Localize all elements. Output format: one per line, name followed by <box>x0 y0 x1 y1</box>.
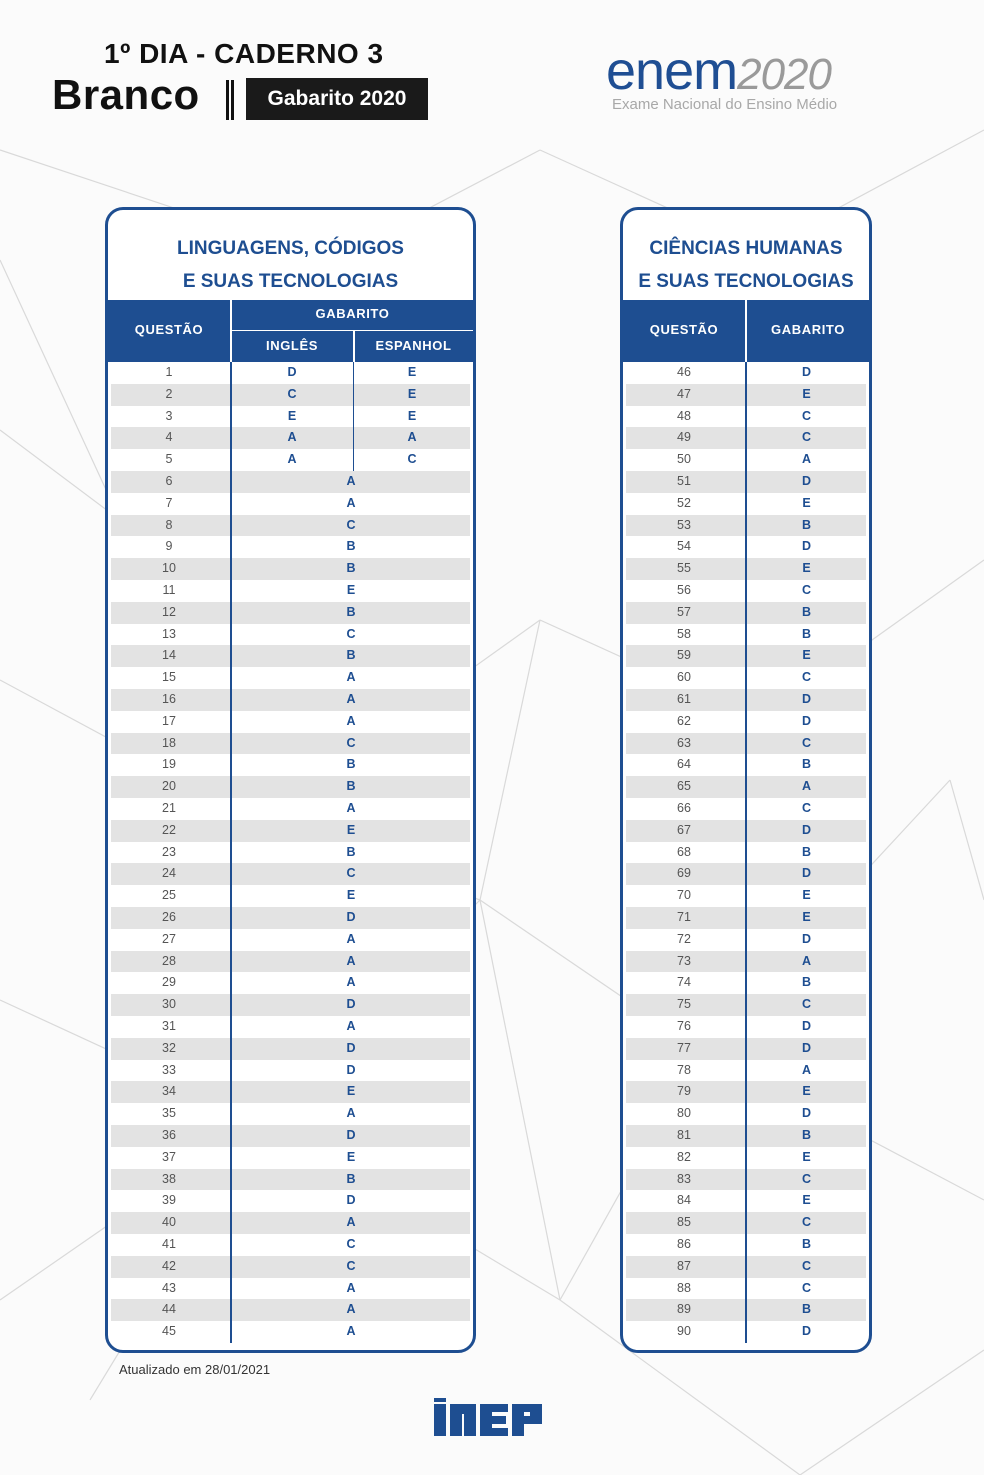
answer: C <box>801 430 812 445</box>
answer: D <box>801 1324 812 1339</box>
question-number: 2 <box>165 386 173 401</box>
question-number: 87 <box>677 1258 691 1273</box>
answer: C <box>801 1280 812 1295</box>
question-number: 82 <box>677 1149 691 1164</box>
question-number: 67 <box>677 822 691 837</box>
answer: A <box>801 452 812 467</box>
answer: B <box>346 779 356 794</box>
answer: A <box>801 779 812 794</box>
table-row <box>111 885 470 907</box>
col-gabarito: GABARITO <box>315 306 390 321</box>
table-row <box>111 1081 470 1103</box>
question-number: 12 <box>162 604 176 619</box>
table-row <box>111 406 470 428</box>
answer: E <box>802 888 811 903</box>
table-row <box>111 689 470 711</box>
answer: A <box>346 1106 356 1121</box>
question-number: 60 <box>677 670 691 685</box>
question-number: 68 <box>677 844 691 859</box>
answer: E <box>802 1084 811 1099</box>
table-row <box>111 362 470 384</box>
table-row <box>111 1147 470 1169</box>
question-number: 52 <box>677 495 691 510</box>
table-row <box>111 1169 470 1191</box>
answer: D <box>801 713 812 728</box>
answer-ingles: A <box>287 452 297 467</box>
answer: D <box>346 997 356 1012</box>
answer: B <box>801 975 812 990</box>
question-number: 85 <box>677 1215 691 1230</box>
question-number: 45 <box>162 1324 176 1339</box>
question-number: 6 <box>165 474 173 488</box>
question-number: 53 <box>677 517 691 532</box>
answer: C <box>346 866 356 881</box>
answer: C <box>346 626 356 641</box>
answer: D <box>346 1040 356 1055</box>
answer-ingles: E <box>287 408 297 423</box>
answer: A <box>346 1215 356 1230</box>
answer: E <box>802 910 811 924</box>
table-row <box>111 667 470 689</box>
answer: B <box>801 1302 812 1317</box>
table-row <box>111 558 470 580</box>
answer: C <box>346 517 356 532</box>
answer: E <box>802 1193 811 1208</box>
question-number: 48 <box>677 408 691 423</box>
table-row <box>111 951 470 973</box>
answer: D <box>801 1019 812 1033</box>
answer: C <box>801 1215 812 1230</box>
booklet-color: Branco <box>52 71 200 118</box>
question-number: 13 <box>162 626 176 641</box>
table-row <box>111 1038 470 1060</box>
answer: E <box>346 1084 356 1099</box>
answer: E <box>802 648 811 663</box>
question-number: 51 <box>677 474 691 488</box>
answer: A <box>346 975 356 990</box>
answer: A <box>346 713 356 728</box>
table-row <box>111 1278 470 1300</box>
question-number: 14 <box>162 648 176 663</box>
question-number: 41 <box>162 1237 176 1251</box>
question-number: 84 <box>677 1193 691 1208</box>
answer: C <box>346 735 356 750</box>
table-row <box>111 1234 470 1256</box>
table-row <box>111 972 470 994</box>
answer: B <box>801 604 812 619</box>
question-number: 66 <box>677 801 691 815</box>
col-ingles: INGLÊS <box>266 338 318 353</box>
answer: D <box>801 822 812 837</box>
linguagens-table <box>105 207 476 1353</box>
answer: A <box>346 495 356 510</box>
question-number: 5 <box>165 452 173 467</box>
answer: A <box>346 1019 356 1033</box>
table-row <box>111 842 470 864</box>
answer: E <box>346 888 356 903</box>
table-row <box>111 602 470 624</box>
question-number: 40 <box>162 1215 176 1230</box>
table-row <box>111 580 470 602</box>
answer: A <box>346 670 356 685</box>
question-number: 37 <box>162 1149 176 1164</box>
answer: A <box>801 953 812 968</box>
answer: E <box>802 561 811 576</box>
answer: C <box>801 997 812 1012</box>
table-row <box>111 733 470 755</box>
question-number: 46 <box>677 365 691 379</box>
answer: D <box>346 1193 356 1208</box>
table-row <box>111 1016 470 1038</box>
question-number: 35 <box>162 1106 176 1121</box>
linguagens-title-line2: E SUAS TECNOLOGIAS <box>182 271 399 292</box>
question-number: 3 <box>165 408 173 423</box>
table-row <box>111 427 470 449</box>
question-number: 75 <box>677 997 691 1012</box>
table-row <box>111 471 470 493</box>
question-number: 42 <box>162 1258 176 1273</box>
question-number: 77 <box>677 1040 691 1055</box>
question-number: 26 <box>162 910 176 924</box>
answer: C <box>801 1171 812 1186</box>
answer: B <box>346 757 356 772</box>
answer: B <box>346 1171 356 1186</box>
question-number: 56 <box>677 583 691 597</box>
answer: E <box>346 583 356 597</box>
question-number: 74 <box>677 975 691 990</box>
question-number: 32 <box>162 1040 176 1055</box>
answer: E <box>346 822 356 837</box>
question-number: 50 <box>677 452 691 467</box>
question-number: 4 <box>165 430 173 445</box>
answer-espanhol: E <box>407 386 417 401</box>
answer: C <box>801 408 812 423</box>
barcode-bars <box>226 80 240 120</box>
answer: D <box>801 1040 812 1055</box>
answer: A <box>346 1302 356 1317</box>
answer: A <box>801 1062 812 1077</box>
answer: C <box>346 1237 356 1251</box>
table-row <box>111 1212 470 1234</box>
answer: B <box>801 1128 812 1142</box>
table-row <box>111 1299 470 1321</box>
question-number: 72 <box>677 931 691 946</box>
linguagens-header <box>108 300 473 362</box>
col-gabarito: GABARITO <box>771 322 845 337</box>
question-number: 31 <box>162 1019 176 1033</box>
answer: A <box>346 1324 356 1339</box>
question-number: 21 <box>162 801 176 815</box>
answer: A <box>346 931 356 946</box>
question-number: 30 <box>162 997 176 1012</box>
question-number: 27 <box>162 931 176 946</box>
question-number: 80 <box>677 1106 691 1121</box>
table-row <box>111 645 470 667</box>
answer-espanhol: E <box>407 408 417 423</box>
question-number: 34 <box>162 1084 176 1099</box>
question-number: 83 <box>677 1171 691 1186</box>
table-row <box>111 798 470 820</box>
answer: B <box>346 844 356 859</box>
question-number: 29 <box>162 975 176 990</box>
question-number: 36 <box>162 1128 176 1142</box>
question-number: 57 <box>677 604 691 619</box>
question-number: 22 <box>162 822 176 837</box>
question-number: 61 <box>677 692 691 706</box>
question-number: 64 <box>677 757 691 772</box>
question-number: 44 <box>162 1302 176 1317</box>
column-divider <box>745 362 747 1343</box>
question-number: 8 <box>165 517 173 532</box>
answer: D <box>801 365 812 379</box>
gabarito-badge: Gabarito 2020 <box>246 78 428 120</box>
question-number: 62 <box>677 713 691 728</box>
table-row <box>111 1190 470 1212</box>
table-row <box>111 384 470 406</box>
question-number: 17 <box>162 713 176 728</box>
humanas-title-line2: E SUAS TECNOLOGIAS <box>638 271 854 292</box>
answer: D <box>801 474 812 488</box>
question-number: 7 <box>165 495 173 510</box>
question-number: 39 <box>162 1193 176 1208</box>
answer-espanhol: E <box>407 365 417 379</box>
question-number: 24 <box>162 866 176 881</box>
question-number: 81 <box>677 1128 691 1142</box>
answer: A <box>346 474 356 488</box>
table-row <box>111 1060 470 1082</box>
svg-text:INEP: INEP <box>490 1424 493 1425</box>
table-row <box>111 863 470 885</box>
humanas-table <box>620 207 872 1353</box>
logo-subtitle: Exame Nacional do Ensino Médio <box>612 96 838 113</box>
question-number: 19 <box>162 757 176 772</box>
answer: D <box>801 539 812 554</box>
question-number: 55 <box>677 561 691 576</box>
table-row <box>111 907 470 929</box>
table-row <box>111 449 470 471</box>
answer: B <box>801 1237 812 1251</box>
question-number: 49 <box>677 430 691 445</box>
table-row <box>111 515 470 537</box>
day-booklet-label: 1º DIA - CADERNO 3 <box>104 38 384 69</box>
question-number: 33 <box>162 1062 176 1077</box>
table-row <box>111 820 470 842</box>
table-row <box>111 1103 470 1125</box>
question-number: 10 <box>162 561 176 576</box>
question-number: 54 <box>677 539 691 554</box>
col-espanhol: ESPANHOL <box>375 338 452 353</box>
answer: C <box>801 670 812 685</box>
answer: C <box>346 1258 356 1273</box>
table-row <box>111 1256 470 1278</box>
answer: D <box>346 910 356 924</box>
col-questao: QUESTÃO <box>134 322 204 337</box>
answer: B <box>346 648 356 663</box>
table-row <box>111 754 470 776</box>
table-row <box>111 776 470 798</box>
answer: C <box>801 801 812 815</box>
linguagens-title-line1: LINGUAGENS, CÓDIGOS <box>177 238 404 259</box>
question-number: 23 <box>162 844 176 859</box>
question-number: 58 <box>677 626 691 641</box>
question-number: 90 <box>677 1324 691 1339</box>
answer: D <box>801 1106 812 1121</box>
table-row <box>111 624 470 646</box>
answer-espanhol: C <box>407 452 417 467</box>
answer: A <box>346 801 356 815</box>
answer: B <box>801 757 812 772</box>
answer: D <box>346 1062 356 1077</box>
answer: E <box>802 386 811 401</box>
question-number: 65 <box>677 779 691 794</box>
answer-ingles: D <box>287 365 297 379</box>
question-number: 47 <box>677 386 691 401</box>
answer: B <box>801 517 812 532</box>
question-number: 78 <box>677 1062 691 1077</box>
answer: D <box>346 1128 356 1142</box>
answer: D <box>801 931 812 946</box>
question-number: 9 <box>165 539 173 554</box>
question-number: 69 <box>677 866 691 881</box>
answer: D <box>801 692 812 706</box>
logo-year: 2020 <box>737 50 831 99</box>
table-row <box>111 493 470 515</box>
answer-ingles: C <box>287 386 297 401</box>
col-questao: QUESTÃO <box>649 322 719 337</box>
answer: B <box>801 844 812 859</box>
question-number: 15 <box>162 670 176 685</box>
question-number: 59 <box>677 648 691 663</box>
answer-espanhol: A <box>407 430 417 445</box>
question-number: 28 <box>162 953 176 968</box>
answer: B <box>346 539 356 554</box>
question-number: 20 <box>162 779 176 794</box>
question-number: 76 <box>677 1019 691 1033</box>
answer: E <box>802 495 811 510</box>
language-column-divider <box>353 362 354 471</box>
answer-ingles: A <box>287 430 297 445</box>
answer: A <box>346 692 356 706</box>
answer: E <box>346 1149 356 1164</box>
table-row <box>111 1321 470 1343</box>
question-number: 71 <box>677 910 691 924</box>
question-number: 88 <box>677 1280 691 1295</box>
answer: D <box>801 866 812 881</box>
updated-date: Atualizado em 28/01/2021 <box>119 1362 271 1377</box>
question-number: 11 <box>162 583 176 597</box>
question-number: 89 <box>677 1302 691 1317</box>
table-row <box>111 1125 470 1147</box>
humanas-header <box>623 300 869 362</box>
answer: E <box>802 1149 811 1164</box>
answer: C <box>801 735 812 750</box>
question-number: 38 <box>162 1171 176 1186</box>
inep-logo <box>434 1398 546 1440</box>
table-row <box>111 536 470 558</box>
table-row <box>111 711 470 733</box>
table-row <box>111 994 470 1016</box>
answer: A <box>346 953 356 968</box>
humanas-title-line1: CIÊNCIAS HUMANAS <box>649 238 843 259</box>
question-number: 73 <box>677 953 691 968</box>
question-number: 18 <box>162 735 176 750</box>
question-number: 70 <box>677 888 691 903</box>
answer: B <box>346 604 356 619</box>
question-number: 25 <box>162 888 176 903</box>
question-number: 43 <box>162 1280 176 1295</box>
question-number: 63 <box>677 735 691 750</box>
answer: B <box>801 626 812 641</box>
question-number: 79 <box>677 1084 691 1099</box>
answer: A <box>346 1280 356 1295</box>
column-divider <box>230 362 232 1343</box>
question-number: 16 <box>162 692 176 706</box>
table-row <box>111 929 470 951</box>
answer: C <box>801 583 812 597</box>
question-number: 1 <box>165 365 173 379</box>
answer: C <box>801 1258 812 1273</box>
answer: B <box>346 561 356 576</box>
question-number: 86 <box>677 1237 691 1251</box>
logo-enem-text: enem <box>606 41 738 101</box>
